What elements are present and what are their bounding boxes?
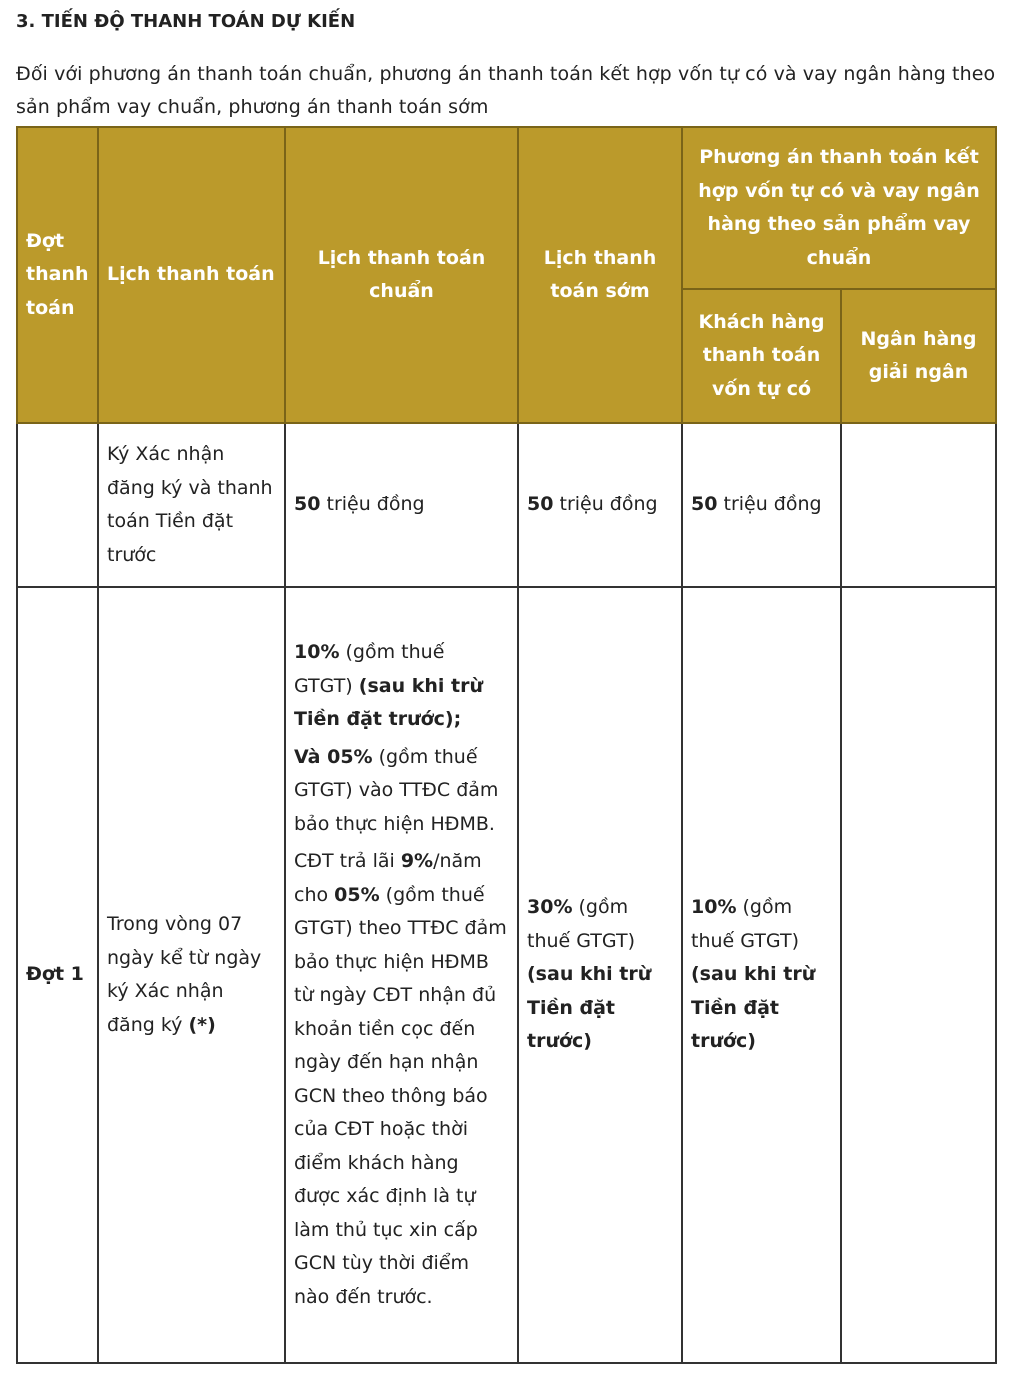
row2-kh-text: (gồm thuế GTGT)	[691, 896, 799, 952]
row2-dot	[17, 587, 98, 1363]
row2-chuan-p3	[294, 845, 509, 1314]
row1-kh-amount: 50	[691, 493, 718, 516]
header-lich-som: Lịch thanh toán sớm	[518, 127, 682, 423]
row1-som-amount: 50	[527, 493, 554, 516]
row2-chuan-p3-b: 9%	[400, 850, 434, 872]
row2-khach-hang	[682, 587, 841, 1363]
row2-dot-label: Đợt 1	[26, 963, 84, 986]
row2-chuan-p2-text: (gồm thuế GTGT) vào TTĐC đảm bảo thực hiện HĐMB.	[294, 745, 499, 835]
row2-chuan-p2	[294, 741, 509, 842]
row2-ngan-hang	[841, 587, 996, 1363]
header-ngan-hang: Ngân hàng giải ngân	[841, 289, 996, 423]
header-khach-hang: Khách hàng thanh toán vốn tự có	[682, 289, 841, 423]
row1-dot	[17, 423, 98, 587]
row2-kh-bold: 10%	[691, 896, 737, 919]
header-phuong-an-ket-hop: Phương án thanh toán kết hợp vốn tự có và vay ngân hàng theo sản phẩm vay chuẩn	[682, 127, 996, 289]
row2-chuan-p1	[294, 636, 509, 737]
row1-kh-unit: triệu đồng	[717, 493, 822, 516]
row2-kh-bold2: (sau khi trừ Tiền đặt trước)	[691, 963, 816, 1053]
row1-chuan	[285, 423, 518, 587]
header-row-1	[17, 127, 996, 289]
row2-lich-note: (*)	[188, 1013, 216, 1036]
intro-paragraph: Đối với phương án thanh toán chuẩn, phương án thanh toán kết hợp vốn tự có và vay ngân hàng theo sản phẩm vay chuẩn, phương án thanh toán sớm	[16, 63, 996, 118]
header-lich-thanh-toan: Lịch thanh toán	[98, 127, 285, 423]
row1-khach-hang	[682, 423, 841, 587]
row2-chuan-p3-e: (gồm thuế GTGT) theo TTĐC đảm bảo thực hiện HĐMB từ ngày CĐT nhận đủ khoản tiền cọc đến ngày đến hạn nhận GCN theo thông báo của CĐT hoặc thời điểm khách hàng được xác định là tự làm thủ tục xin cấp GCN tùy thời điểm nào đến trước.	[294, 883, 507, 1308]
row2-lich	[98, 587, 285, 1363]
row2-som	[518, 587, 682, 1363]
row2-chuan-p3-c: /năm cho	[294, 850, 482, 906]
row1-chuan-unit: triệu đồng	[320, 493, 425, 516]
row2-som-bold2: (sau khi trừ Tiền đặt trước)	[527, 963, 652, 1053]
row1-som	[518, 423, 682, 587]
header-dot-thanh-toan: Đợt thanh toán	[17, 127, 98, 423]
row2-som-bold: 30%	[527, 896, 573, 919]
payment-schedule-table	[16, 126, 997, 1364]
row1-chuan-amount: 50	[294, 493, 321, 516]
row2-chuan	[285, 587, 518, 1363]
row2-chuan-p1-bold2: (sau khi trừ Tiền đặt trước);	[294, 674, 483, 730]
row2-chuan-p2-bold: Và 05%	[294, 745, 373, 768]
row2-chuan-p1-bold: 10%	[294, 641, 340, 663]
row2-chuan-p3-d: 05%	[334, 883, 380, 906]
table-row	[17, 587, 996, 1363]
row1-som-unit: triệu đồng	[553, 493, 658, 516]
section-title: 3. TIẾN ĐỘ THANH TOÁN DỰ KIẾN	[16, 11, 356, 32]
row1-lich: Ký Xác nhận đăng ký và thanh toán Tiền đặt trước	[98, 423, 285, 587]
row2-lich-text: Trong vòng 07 ngày kể từ ngày ký Xác nhận đăng ký	[107, 913, 262, 1036]
header-lich-chuan: Lịch thanh toán chuẩn	[285, 127, 518, 423]
row2-chuan-p3-a: CĐT trả lãi	[294, 850, 401, 872]
row2-chuan-p1-text: (gồm thuế GTGT)	[294, 641, 445, 697]
row1-ngan-hang	[841, 423, 996, 587]
table-row	[17, 423, 996, 587]
row2-som-text: (gồm thuế GTGT)	[527, 896, 635, 952]
